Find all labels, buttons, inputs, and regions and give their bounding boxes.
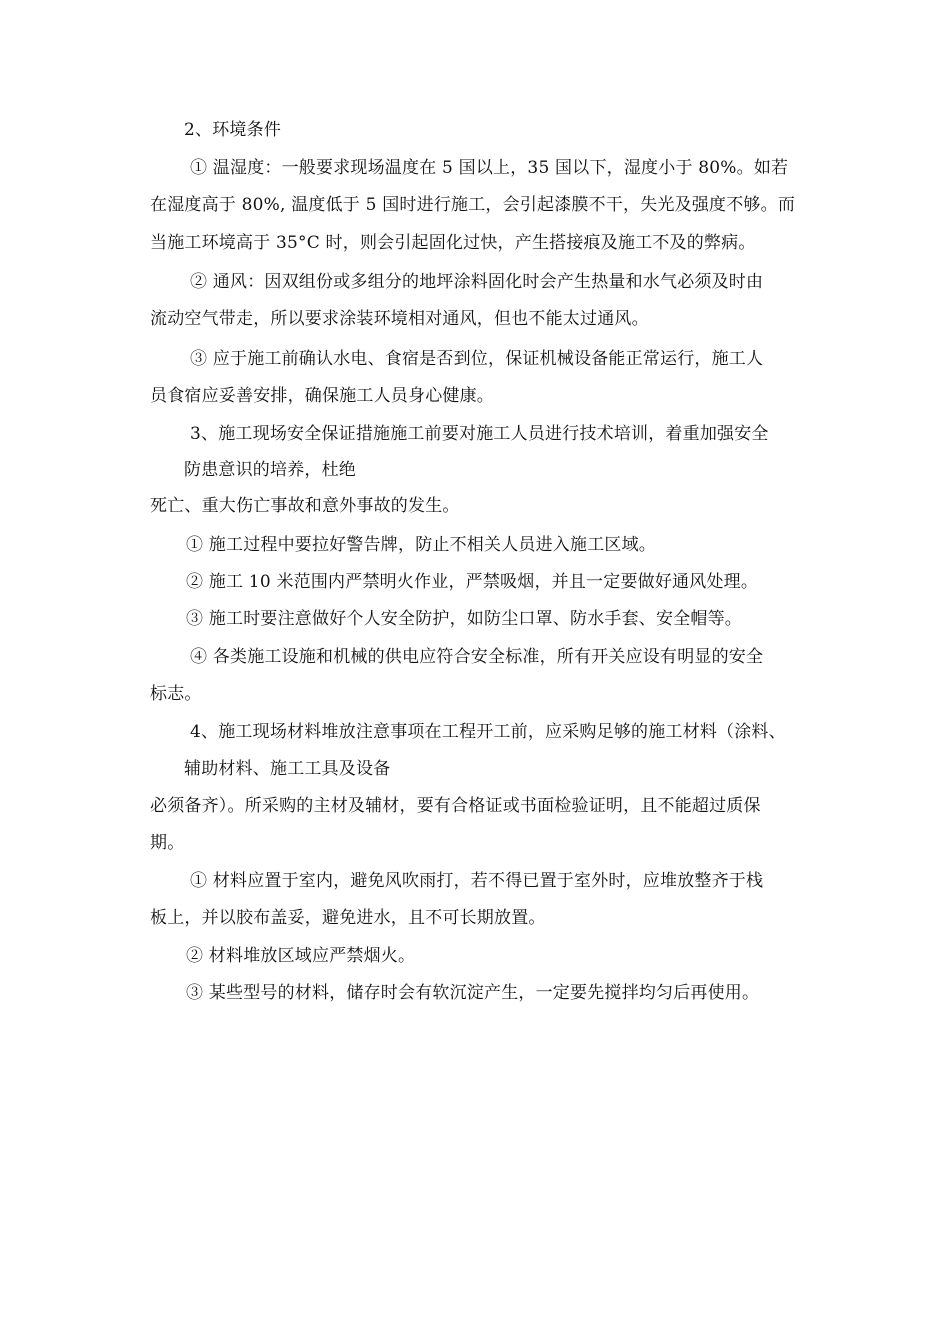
paragraph-line: 标志。: [150, 684, 202, 704]
paragraph-line: 在湿度高于 80%, 温度低于 5 国时进行施工，会引起漆膜不干，失光及强度不够。而: [150, 195, 796, 215]
paragraph-line: ③ 应于施工前确认水电、食宿是否到位，保证机械设备能正常运行，施工人: [190, 349, 764, 369]
paragraph-line: 板上，并以胶布盖妥，避免进水，且不可长期放置。: [150, 908, 546, 928]
list-item: ④ 各类施工设施和机械的供电应符合安全标准，所有开关应设有明显的安全: [190, 647, 764, 667]
paragraph-line: ① 温湿度：一般要求现场温度在 5 国以上，35 国以下，湿度小于 80%。如若: [190, 158, 789, 178]
paragraph-line: 辅助材料、施工工具及设备: [184, 759, 391, 779]
list-item: ③ 施工时要注意做好个人安全防护，如防尘口罩、防水手套、安全帽等。: [186, 609, 743, 629]
paragraph-line: 必须备齐）。所采购的主材及辅材，要有合格证或书面检验证明，且不能超过质保: [150, 796, 761, 816]
list-item: ① 施工过程中要拉好警告牌，防止不相关人员进入施工区域。: [186, 535, 657, 555]
paragraph-line: 期。: [150, 833, 185, 853]
paragraph-line: 流动空气带走，所以要求涂装环境相对通风，但也不能太过通风。: [150, 309, 649, 329]
paragraph-line: ② 通风：因双组份或多组分的地坪涂料固化时会产生热量和水气必须及时由: [190, 272, 764, 292]
section-heading-materials: 4、施工现场材料堆放注意事项在工程开工前，应采购足够的施工材料（涂料、: [190, 722, 786, 742]
list-item: ② 施工 10 米范围内严禁明火作业，严禁吸烟，并且一定要做好通风处理。: [186, 572, 759, 592]
paragraph-line: 当施工环境高于 35°C 时，则会引起固化过快，产生搭接痕及施工不及的弊病。: [150, 233, 756, 253]
section-heading-environment: 2、环境条件: [184, 120, 282, 140]
paragraph-line: 死亡、重大伤亡事故和意外事故的发生。: [150, 496, 460, 516]
paragraph-line: 防患意识的培养，杜绝: [184, 460, 356, 480]
list-item: ② 材料堆放区域应严禁烟火。: [186, 946, 416, 966]
list-item: ③ 某些型号的材料，储存时会有软沉淀产生，一定要先搅拌均匀后再使用。: [186, 983, 760, 1003]
paragraph-line: 员食宿应妥善安排，确保施工人员身心健康。: [150, 386, 494, 406]
list-item: ① 材料应置于室内，避免风吹雨打，若不得已置于室外时，应堆放整齐于栈: [190, 871, 764, 891]
section-heading-safety: 3、施工现场安全保证措施施工前要对施工人员进行技术培训，着重加强安全: [190, 424, 769, 444]
